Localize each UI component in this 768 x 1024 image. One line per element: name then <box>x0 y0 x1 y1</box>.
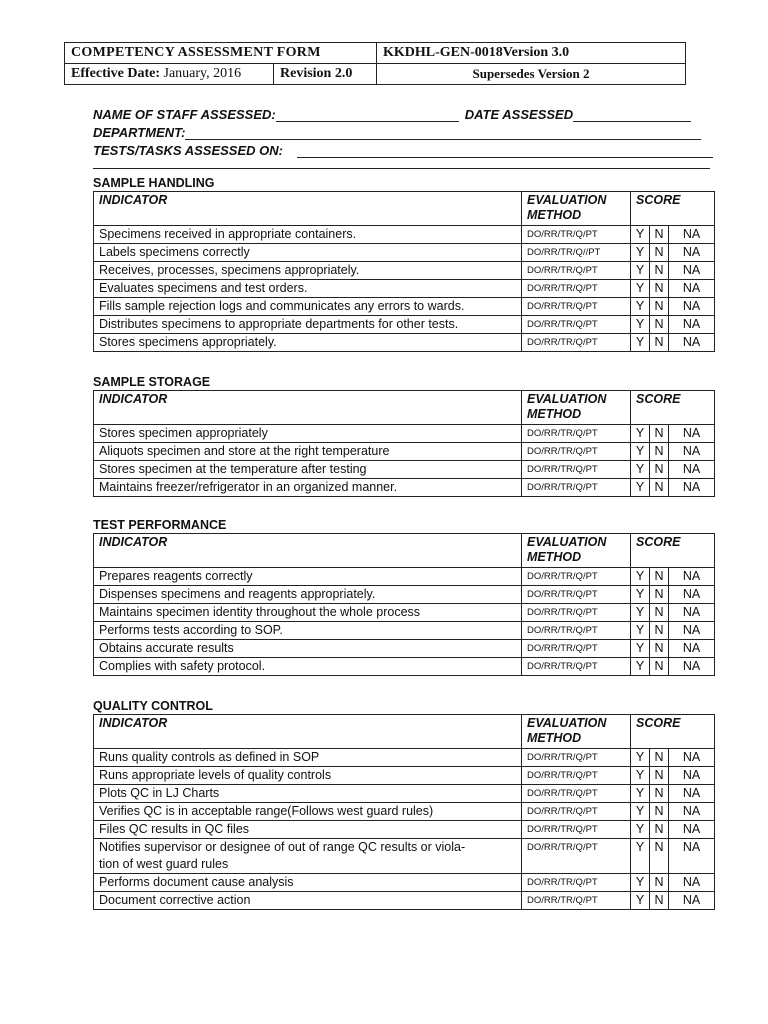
score-yes[interactable]: Y <box>631 334 650 352</box>
indicator-cell: Fills sample rejection logs and communicates any errors to wards. <box>94 298 522 316</box>
score-no[interactable]: N <box>650 334 669 352</box>
method-cell: DO/RR/TR/Q/PT <box>522 568 631 586</box>
table-row <box>94 821 715 839</box>
score-yes[interactable]: Y <box>631 785 650 803</box>
method-cell: DO/RR/TR/Q/PT <box>522 479 631 497</box>
indicator-table <box>93 191 715 352</box>
score-yes[interactable]: Y <box>631 839 650 874</box>
score-yes[interactable]: Y <box>631 821 650 839</box>
table-row <box>94 298 715 316</box>
name-field[interactable] <box>276 109 459 122</box>
indicator-cell: Runs quality controls as defined in SOP <box>94 749 522 767</box>
score-yes[interactable]: Y <box>631 262 650 280</box>
table-row <box>94 244 715 262</box>
method-header <box>522 192 631 226</box>
score-yes[interactable]: Y <box>631 604 650 622</box>
score-yes[interactable]: Y <box>631 461 650 479</box>
table-row <box>94 749 715 767</box>
staff-fields <box>93 104 713 158</box>
method-cell: DO/RR/TR/Q/PT <box>522 334 631 352</box>
section-title: QUALITY CONTROL <box>93 699 213 713</box>
supersedes: Supersedes Version 2 <box>377 64 686 85</box>
score-yes[interactable]: Y <box>631 803 650 821</box>
score-no[interactable]: N <box>650 767 669 785</box>
score-na[interactable]: NA <box>669 280 715 298</box>
score-no[interactable]: N <box>650 262 669 280</box>
indicator-cell: Obtains accurate results <box>94 640 522 658</box>
table-row <box>94 803 715 821</box>
score-no[interactable]: N <box>650 604 669 622</box>
indicator-cell: Performs tests according to SOP. <box>94 622 522 640</box>
method-header <box>522 715 631 749</box>
method-cell: DO/RR/TR/Q/PT <box>522 803 631 821</box>
indicator-cell: Notifies supervisor or designee of out of range QC results or viola- tion of west guard rules <box>94 839 522 874</box>
method-header-line2: METHOD <box>527 731 582 745</box>
score-no[interactable]: N <box>650 821 669 839</box>
score-header: SCORE <box>631 715 715 749</box>
method-cell: DO/RR/TR/Q/PT <box>522 586 631 604</box>
indicator-header: INDICATOR <box>94 534 522 568</box>
score-yes[interactable]: Y <box>631 640 650 658</box>
effective-date <box>65 64 274 85</box>
method-header-line1: EVALUATION <box>527 535 607 549</box>
score-yes[interactable]: Y <box>631 586 650 604</box>
indicator-cell: Evaluates specimens and test orders. <box>94 280 522 298</box>
indicator-cell: Document corrective action <box>94 892 522 910</box>
table-row <box>94 479 715 497</box>
method-cell: DO/RR/TR/Q/PT <box>522 461 631 479</box>
method-cell: DO/RR/TR/Q/PT <box>522 892 631 910</box>
table-row <box>94 640 715 658</box>
method-header <box>522 391 631 425</box>
indicator-cell: Complies with safety protocol. <box>94 658 522 676</box>
table-row <box>94 785 715 803</box>
indicator-cell: Prepares reagents correctly <box>94 568 522 586</box>
method-header-line1: EVALUATION <box>527 193 607 207</box>
method-cell: DO/RR/TR/Q/PT <box>522 767 631 785</box>
score-na[interactable]: NA <box>669 892 715 910</box>
date-field[interactable] <box>573 109 691 122</box>
method-cell: DO/RR/TR/Q/PT <box>522 604 631 622</box>
table-row <box>94 334 715 352</box>
score-yes[interactable]: Y <box>631 316 650 334</box>
indicator-cell: Maintains specimen identity throughout the whole process <box>94 604 522 622</box>
method-header-line2: METHOD <box>527 407 582 421</box>
score-no[interactable]: N <box>650 298 669 316</box>
indicator-cell: Maintains freezer/refrigerator in an organized manner. <box>94 479 522 497</box>
indicator-header: INDICATOR <box>94 391 522 425</box>
score-no[interactable]: N <box>650 586 669 604</box>
score-header: SCORE <box>631 391 715 425</box>
department-label: DEPARTMENT: <box>93 125 186 140</box>
score-na[interactable]: NA <box>669 640 715 658</box>
score-yes[interactable]: Y <box>631 280 650 298</box>
score-no[interactable]: N <box>650 803 669 821</box>
indicator-header: INDICATOR <box>94 715 522 749</box>
score-no[interactable]: N <box>650 658 669 676</box>
table-row <box>94 604 715 622</box>
indicator-cell: Aliquots specimen and store at the right temperature <box>94 443 522 461</box>
score-na[interactable]: NA <box>669 604 715 622</box>
score-na[interactable]: NA <box>669 425 715 443</box>
table-row <box>94 568 715 586</box>
method-header-line1: EVALUATION <box>527 392 607 406</box>
score-yes[interactable]: Y <box>631 479 650 497</box>
score-yes[interactable]: Y <box>631 767 650 785</box>
section-sample-storage <box>93 375 714 497</box>
score-no[interactable]: N <box>650 479 669 497</box>
effective-date-value: January, 2016 <box>163 66 242 81</box>
method-cell: DO/RR/TR/Q/PT <box>522 262 631 280</box>
name-label: NAME OF STAFF ASSESSED: <box>93 107 276 122</box>
score-na[interactable]: NA <box>669 785 715 803</box>
score-na[interactable]: NA <box>669 316 715 334</box>
indicator-header: INDICATOR <box>94 192 522 226</box>
tests-field-second-line[interactable] <box>93 168 710 169</box>
score-no[interactable]: N <box>650 280 669 298</box>
score-header: SCORE <box>631 192 715 226</box>
indicator-table <box>93 390 715 497</box>
indicator-cell: Specimens received in appropriate containers. <box>94 226 522 244</box>
section-title: TEST PERFORMANCE <box>93 518 227 532</box>
section-test-performance <box>93 518 714 676</box>
score-no[interactable]: N <box>650 425 669 443</box>
score-no[interactable]: N <box>650 461 669 479</box>
indicator-table <box>93 533 715 676</box>
method-cell: DO/RR/TR/Q/PT <box>522 226 631 244</box>
table-row <box>94 622 715 640</box>
score-na[interactable]: NA <box>669 334 715 352</box>
score-na[interactable]: NA <box>669 821 715 839</box>
table-row <box>94 874 715 892</box>
indicator-cell: Verifies QC is in acceptable range(Follows west guard rules) <box>94 803 522 821</box>
score-no[interactable]: N <box>650 568 669 586</box>
table-row <box>94 767 715 785</box>
score-na[interactable]: NA <box>669 767 715 785</box>
method-cell: DO/RR/TR/Q/PT <box>522 839 631 874</box>
method-header-line2: METHOD <box>527 208 582 222</box>
score-na[interactable]: NA <box>669 461 715 479</box>
indicator-cell: Plots QC in LJ Charts <box>94 785 522 803</box>
table-row <box>94 586 715 604</box>
score-yes[interactable]: Y <box>631 298 650 316</box>
indicator-cell: Stores specimen appropriately <box>94 425 522 443</box>
method-cell: DO/RR/TR/Q/PT <box>522 443 631 461</box>
score-no[interactable]: N <box>650 443 669 461</box>
score-yes[interactable]: Y <box>631 749 650 767</box>
score-na[interactable]: NA <box>669 874 715 892</box>
department-field[interactable] <box>185 127 701 140</box>
score-no[interactable]: N <box>650 640 669 658</box>
score-yes[interactable]: Y <box>631 874 650 892</box>
score-na[interactable]: NA <box>669 226 715 244</box>
indicator-cell: Runs appropriate levels of quality controls <box>94 767 522 785</box>
score-na[interactable]: NA <box>669 443 715 461</box>
section-sample-handling <box>93 176 714 352</box>
score-yes[interactable]: Y <box>631 622 650 640</box>
score-na[interactable]: NA <box>669 479 715 497</box>
method-cell: DO/RR/TR/Q/PT <box>522 874 631 892</box>
indicator-cell: Files QC results in QC files <box>94 821 522 839</box>
score-header: SCORE <box>631 534 715 568</box>
method-cell: DO/RR/TR/Q/PT <box>522 280 631 298</box>
method-cell: DO/RR/TR/Q/PT <box>522 785 631 803</box>
method-cell: DO/RR/TR/Q/PT <box>522 821 631 839</box>
score-yes[interactable]: Y <box>631 568 650 586</box>
method-cell: DO/RR/TR/Q/PT <box>522 622 631 640</box>
method-cell: DO/RR/TR/Q/PT <box>522 316 631 334</box>
indicator-cell: Receives, processes, specimens appropriately. <box>94 262 522 280</box>
score-yes[interactable]: Y <box>631 425 650 443</box>
score-na[interactable]: NA <box>669 803 715 821</box>
effective-date-label: Effective Date: <box>71 66 161 81</box>
method-cell: DO/RR/TR/Q/PT <box>522 425 631 443</box>
method-cell: DO/RR/TR/Q/PT <box>522 298 631 316</box>
document-code: KKDHL-GEN-0018Version 3.0 <box>377 43 686 64</box>
tests-field[interactable] <box>297 145 713 158</box>
score-na[interactable]: NA <box>669 298 715 316</box>
score-na[interactable]: NA <box>669 839 715 874</box>
indicator-table <box>93 714 715 910</box>
score-na[interactable]: NA <box>669 622 715 640</box>
date-label: DATE ASSESSED <box>464 107 574 122</box>
score-na[interactable]: NA <box>669 262 715 280</box>
table-row <box>94 262 715 280</box>
table-row <box>94 316 715 334</box>
score-no[interactable]: N <box>650 226 669 244</box>
method-cell: DO/RR/TR/Q//PT <box>522 244 631 262</box>
indicator-cell: Stores specimen at the temperature after testing <box>94 461 522 479</box>
section-quality-control <box>93 699 714 910</box>
score-no[interactable]: N <box>650 785 669 803</box>
indicator-cell: Dispenses specimens and reagents appropriately. <box>94 586 522 604</box>
section-title: SAMPLE STORAGE <box>93 375 211 389</box>
method-cell: DO/RR/TR/Q/PT <box>522 640 631 658</box>
score-no[interactable]: N <box>650 622 669 640</box>
method-header <box>522 534 631 568</box>
form-title: COMPETENCY ASSESSMENT FORM <box>65 43 377 64</box>
table-row <box>94 461 715 479</box>
score-yes[interactable]: Y <box>631 892 650 910</box>
score-yes[interactable]: Y <box>631 443 650 461</box>
score-yes[interactable]: Y <box>631 226 650 244</box>
score-yes[interactable]: Y <box>631 658 650 676</box>
score-no[interactable]: N <box>650 749 669 767</box>
table-row <box>94 658 715 676</box>
score-no[interactable]: N <box>650 874 669 892</box>
method-header-line2: METHOD <box>527 550 582 564</box>
table-row <box>94 425 715 443</box>
indicator-cell: Stores specimens appropriately. <box>94 334 522 352</box>
score-na[interactable]: NA <box>669 568 715 586</box>
indicator-cell: Labels specimens correctly <box>94 244 522 262</box>
score-na[interactable]: NA <box>669 658 715 676</box>
form-header <box>64 42 686 85</box>
score-na[interactable]: NA <box>669 244 715 262</box>
method-header-line1: EVALUATION <box>527 716 607 730</box>
score-no[interactable]: N <box>650 892 669 910</box>
table-row <box>94 839 715 874</box>
tests-label: TESTS/TASKS ASSESSED ON: <box>93 143 283 158</box>
score-na[interactable]: NA <box>669 749 715 767</box>
score-yes[interactable]: Y <box>631 244 650 262</box>
method-cell: DO/RR/TR/Q/PT <box>522 658 631 676</box>
indicator-cell: Performs document cause analysis <box>94 874 522 892</box>
table-row <box>94 892 715 910</box>
method-cell: DO/RR/TR/Q/PT <box>522 749 631 767</box>
section-title: SAMPLE HANDLING <box>93 176 215 190</box>
table-row <box>94 280 715 298</box>
score-no[interactable]: N <box>650 839 669 874</box>
table-row <box>94 443 715 461</box>
indicator-cell: Distributes specimens to appropriate departments for other tests. <box>94 316 522 334</box>
revision: Revision 2.0 <box>274 64 377 85</box>
score-na[interactable]: NA <box>669 586 715 604</box>
score-no[interactable]: N <box>650 316 669 334</box>
table-row <box>94 226 715 244</box>
score-no[interactable]: N <box>650 244 669 262</box>
